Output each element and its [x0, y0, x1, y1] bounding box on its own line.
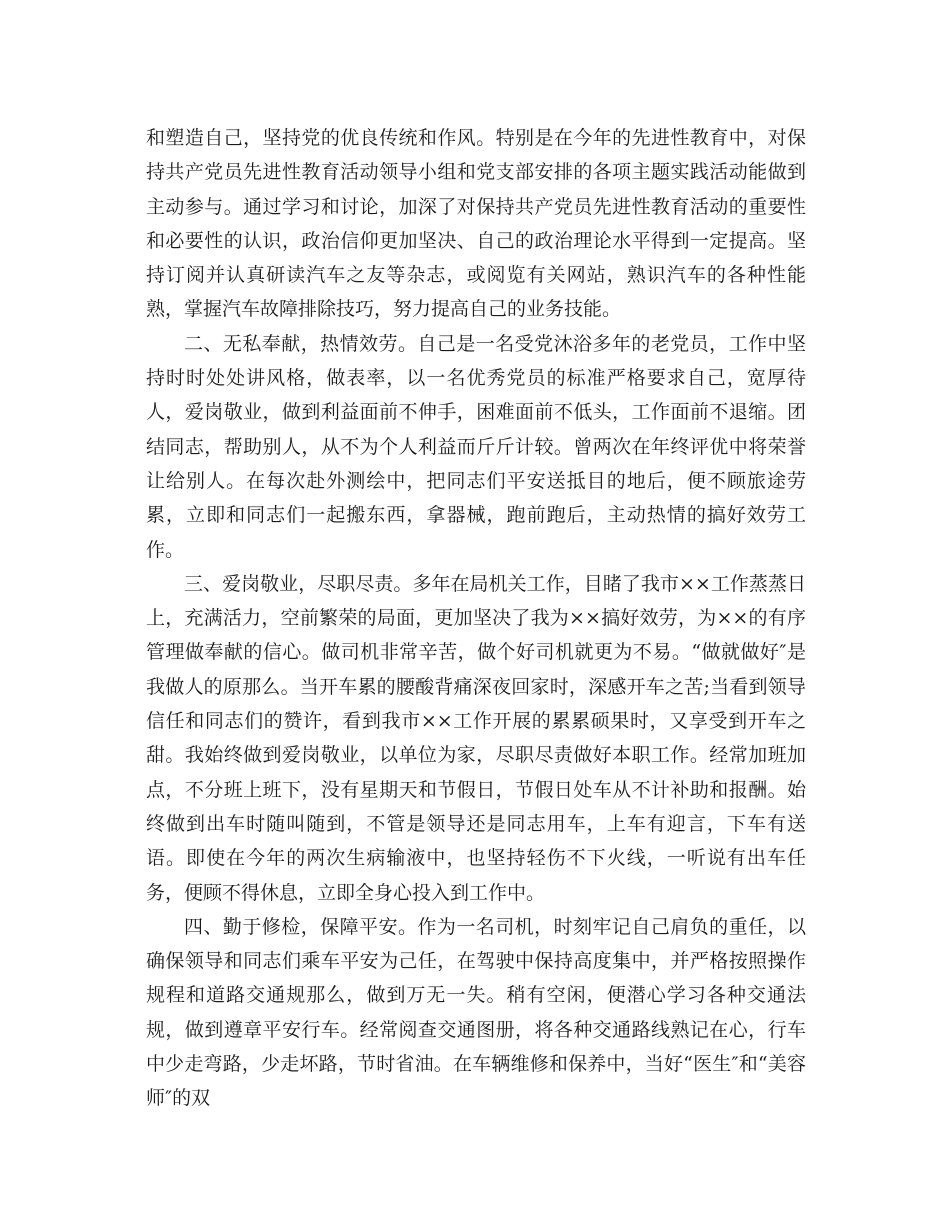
paragraph-maintenance-safety: 四、勤于修检，保障平安。作为一名司机，时刻牢记自己肩负的重任，以确保领导和同志们乘车平安为己任，在驾驶中保持高度集中，并严格按照操作规程和道路交通规那么，做到万无一失。稍有空闲，便潜心学习各种交通法规，做到遵章平安行车。经常阅查交通图册，将各种交通路线熟记在心，行车中少走弯路，少走坏路，节时省油。在车辆维修和保养中，当好“医生″和“美容师″的双	[146, 915, 806, 1110]
document-body	[146, 121, 806, 1116]
paragraph-job-dedication: 三、爱岗敬业，尽职尽责。多年在局机关工作，目睹了我市××工作蒸蒸日上，充满活力，空前繁荣的局面，更加坚决了我为××搞好效劳，为××的有序管理做奉献的信心。做司机非常辛苦，做个好司机就更为不易。“做就做好″是我做人的原那么。当开车累的腰酸背痛深夜回家时，深感开车之苦;当看到领导信任和同志们的赞许，看到我市××工作开展的累累硕果时，又享受到开车之甜。我始终做到爱岗敬业，以单位为家，尽职尽责做好本职工作。经常加班加点，不分班上班下，没有星期天和节假日，节假日处车从不计补助和报酬。始终做到出车时随叫随到，不管是领导还是同志用车，上车有迎言，下车有送语。即使在今年的两次生病输液中，也坚持轻伤不下火线，一听说有出车任务，便顾不得休息，立即全身心投入到工作中。	[146, 572, 806, 904]
paragraph-selfless-dedication: 二、无私奉献，热情效劳。自己是一名受党沐浴多年的老党员，工作中坚持时时处处讲风格，做表率，以一名优秀党员的标准严格要求自己，宽厚待人，爱岗敬业，做到利益面前不伸手，困难面前不低头，工作面前不退缩。团结同志，帮助别人，从不为个人利益而斤斤计较。曾两次在年终评优中将荣誉让给别人。在每次赴外测绘中，把同志们平安送抵目的地后，便不顾旅途劳累，立即和同志们一起搬东西，拿器械，跑前跑后，主动热情的搞好效劳工作。	[146, 332, 806, 561]
paragraph-continuation: 和塑造自己，坚持党的优良传统和作风。特别是在今年的先进性教育中，对保持共产党员先进性教育活动领导小组和党支部安排的各项主题实践活动能做到主动参与。通过学习和讨论，加深了对保持共产党员先进性教育活动的重要性和必要性的认识，政治信仰更加坚决、自己的政治理论水平得到一定提高。坚持订阅并认真研读汽车之友等杂志，或阅览有关网站，熟识汽车的各种性能熟，掌握汽车故障排除技巧，努力提高自己的业务技能。	[146, 127, 806, 321]
